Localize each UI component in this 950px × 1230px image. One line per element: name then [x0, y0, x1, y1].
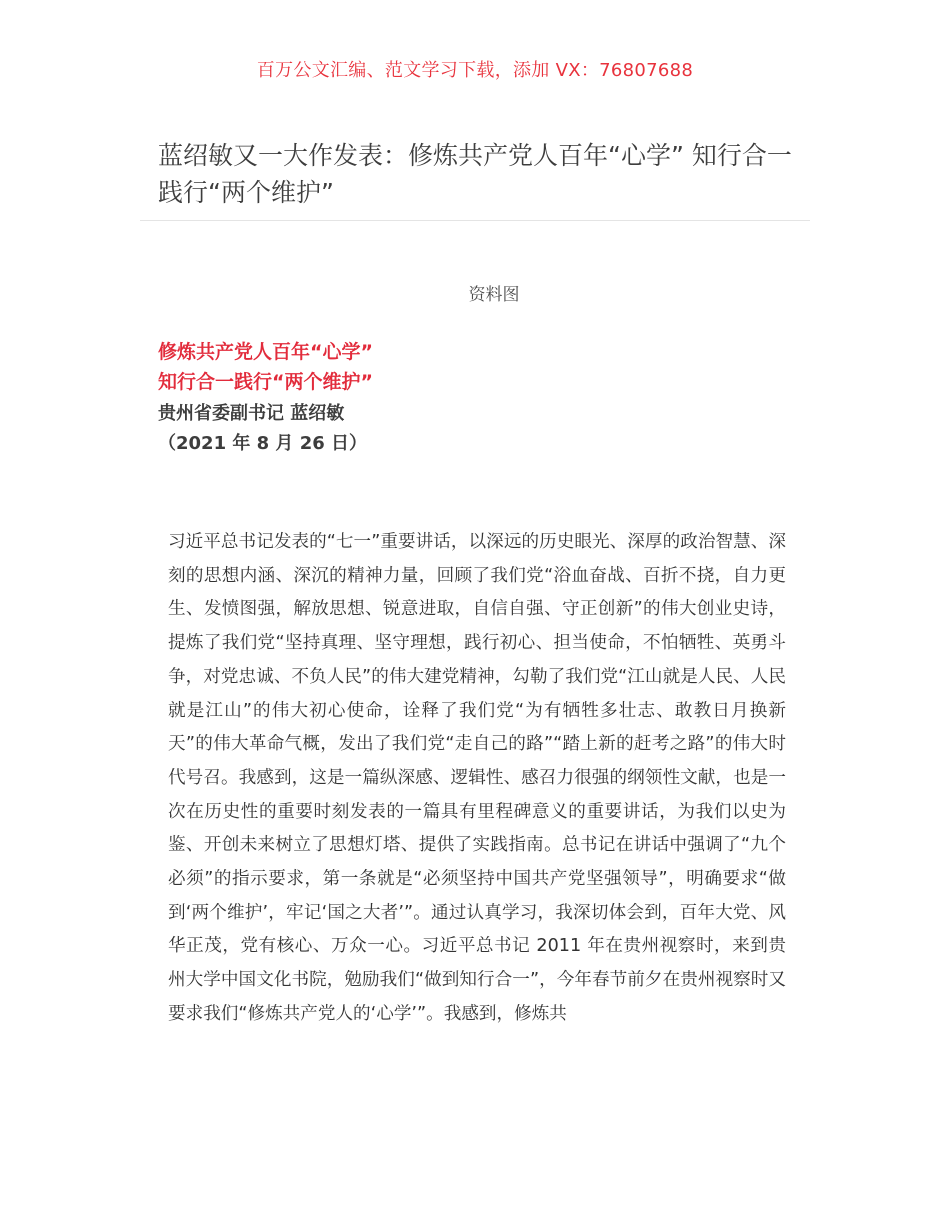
author-byline: 贵州省委副书记 蓝绍敏 — [158, 403, 345, 424]
title-divider — [140, 220, 810, 221]
image-caption: 资料图 — [468, 285, 520, 305]
headline-line-1: 修炼共产党人百年“心学” — [158, 341, 373, 363]
promo-banner: 百万公文汇编、范文学习下载，添加 VX：76807688 — [256, 60, 694, 81]
publish-date: （2021 年 8 月 26 日） — [158, 433, 368, 454]
article-title: 蓝绍敏又一大作发表：修炼共产党人百年“心学” 知行合一践行“两个维护” — [158, 141, 792, 207]
headline-line-2: 知行合一践行“两个维护” — [158, 371, 373, 393]
article-body: 习近平总书记发表的“七一”重要讲话，以深远的历史眼光、深厚的政治智慧、深刻的思想内涵、深沉的精神力量，回顾了我们党“浴血奋战、百折不挠，自力更生、发愤图强，解放思想、锐意进取，自信自强、守正创新”的伟大创业史诗，提炼了我们党“坚持真理、坚守理想，践行初心、担当使命，不怕牺牲、英勇斗争，对党忠诚、不负人民”的伟大建党精神，勾勒了我们党“江山就是人民、人民就是江山”的伟大初心使命，诠释了我们党“为有牺牲多壮志、敢教日月换新天”的伟大革命气概，发出了我们党“走自己的路”“踏上新的赶考之路”的伟大时代号召。我感到，这是一篇纵深感、逻辑性、感召力很强的纲领性文献，也是一次在历史性的重要时刻发表的一篇具有里程碑意义的重要讲话，为我们以史为鉴、开创未来树立了思想灯塔、提供了实践指南。总书记在讲话中强调了“九个必须”的指示要求，第一条就是“必须坚持中国共产党坚强领导”，明确要求“做到‘两个维护’，牢记‘国之大者’”。通过认真学习，我深切体会到，百年大党、风华正茂，党有核心、万众一心。习近平总书记 2011 年在贵州视察时，来到贵州大学中国文化书院，勉励我们“做到知行合一”，今年春节前夕在贵州视察时又要求我们“修炼共产党人的‘心学’”。我感到，修炼共 — [168, 532, 786, 1024]
